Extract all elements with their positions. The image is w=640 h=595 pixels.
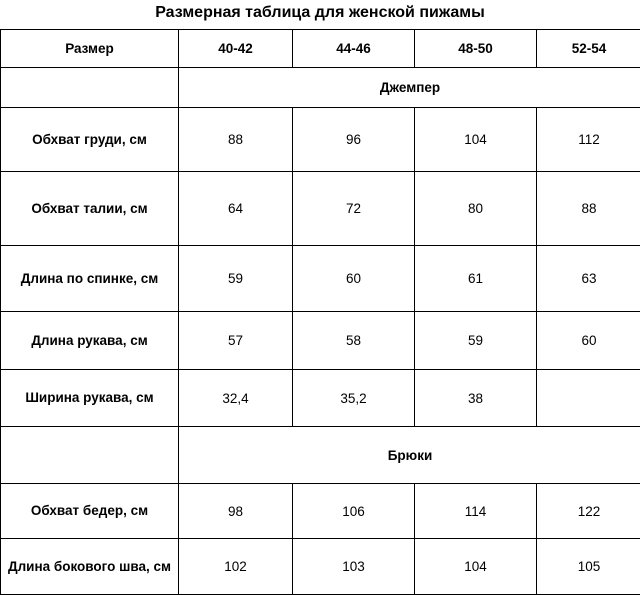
table-cell: 114 — [415, 484, 537, 539]
table-row — [1, 370, 640, 427]
table-cell: 60 — [293, 246, 415, 312]
size-header-4: 52-54 — [537, 30, 640, 68]
table-cell: 60 — [537, 312, 640, 370]
table-cell: 80 — [415, 172, 537, 246]
size-header-2: 44-46 — [293, 30, 415, 68]
table-cell: 103 — [293, 539, 415, 595]
table-cell: 104 — [415, 539, 537, 595]
table-row — [1, 172, 640, 246]
row-label: Длина рукава, см — [1, 312, 179, 370]
table-cell: 102 — [179, 539, 293, 595]
table-cell: 35,2 — [293, 370, 415, 427]
table-cell: 72 — [293, 172, 415, 246]
table-cell — [537, 370, 640, 427]
table-cell: 38 — [415, 370, 537, 427]
section-row-jumper — [1, 68, 640, 108]
table-title: Размерная таблица для женской пижамы — [0, 0, 640, 28]
row-label: Обхват бедер, см — [1, 484, 179, 539]
table-cell: 59 — [415, 312, 537, 370]
row-label: Ширина рукава, см — [1, 370, 179, 427]
section-row-pants — [1, 427, 640, 484]
table-cell: 63 — [537, 246, 640, 312]
table-row — [1, 246, 640, 312]
size-header-1: 40-42 — [179, 30, 293, 68]
row-label: Обхват груди, см — [1, 108, 179, 172]
table-cell: 88 — [179, 108, 293, 172]
section-blank-cell — [1, 427, 179, 484]
table-row — [1, 108, 640, 172]
table-row — [1, 539, 640, 595]
section-blank-cell — [1, 68, 179, 108]
size-chart-table — [0, 29, 640, 595]
table-cell: 122 — [537, 484, 640, 539]
table-cell: 32,4 — [179, 370, 293, 427]
row-label: Обхват талии, см — [1, 172, 179, 246]
table-cell: 61 — [415, 246, 537, 312]
row-label: Длина бокового шва, см — [1, 539, 179, 595]
table-cell: 112 — [537, 108, 640, 172]
table-cell: 104 — [415, 108, 537, 172]
table-cell: 88 — [537, 172, 640, 246]
section-title-jumper: Джемпер — [179, 68, 640, 108]
header-row — [1, 30, 640, 68]
table-cell: 96 — [293, 108, 415, 172]
table-cell: 58 — [293, 312, 415, 370]
table-cell: 105 — [537, 539, 640, 595]
row-label: Длина по спинке, см — [1, 246, 179, 312]
table-cell: 59 — [179, 246, 293, 312]
size-header-label: Размер — [1, 30, 179, 68]
table-cell: 64 — [179, 172, 293, 246]
table-cell: 106 — [293, 484, 415, 539]
table-row — [1, 312, 640, 370]
section-title-pants: Брюки — [179, 427, 640, 484]
table-cell: 57 — [179, 312, 293, 370]
table-row — [1, 484, 640, 539]
size-header-3: 48-50 — [415, 30, 537, 68]
table-cell: 98 — [179, 484, 293, 539]
